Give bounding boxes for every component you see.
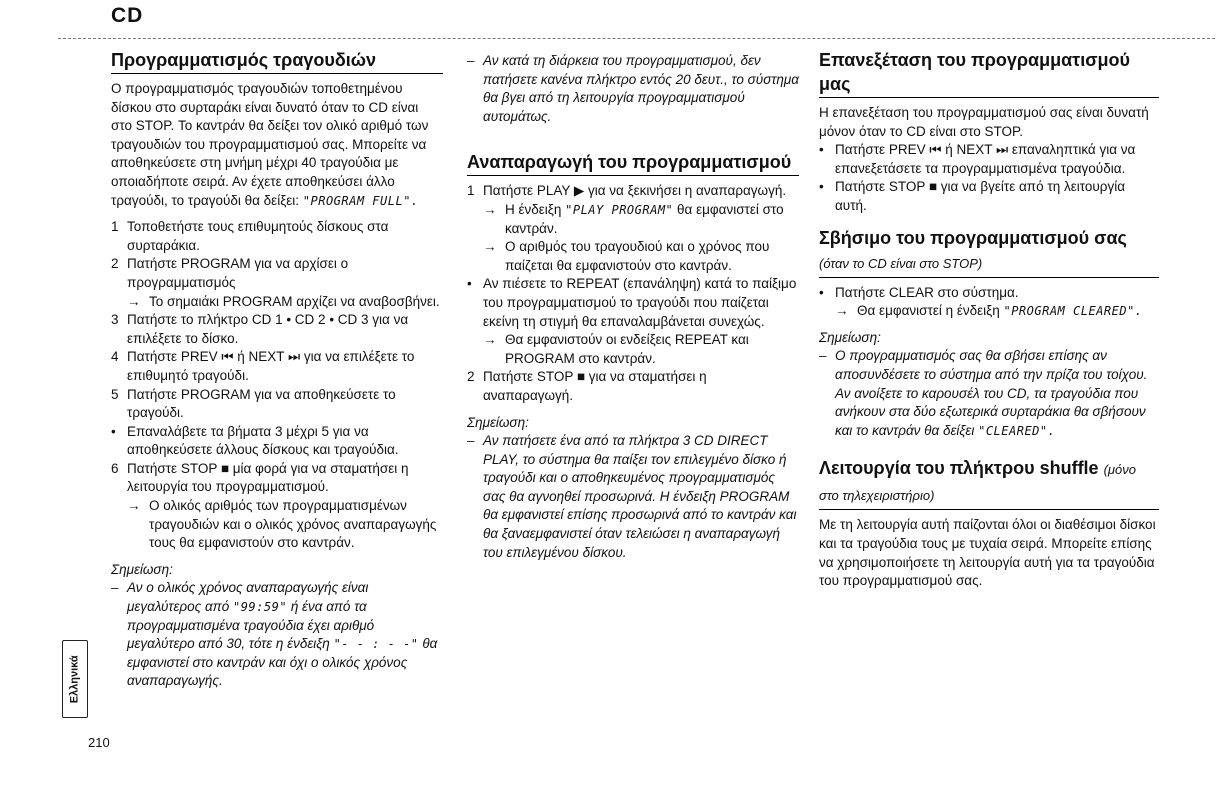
bullet-item: • Πατήστε PREV ⏮ ή NEXT ⏭ επαναληπτικά για να επανεξετάσετε τα προγραμματισμένα τραγούδια.	[819, 142, 1136, 176]
step-item: 3 Πατήστε το πλήκτρο CD 1 • CD 2 • CD 3 για να επιλέξετε το δίσκο.	[111, 312, 409, 346]
note-heading: Σημείωση:	[111, 561, 173, 577]
bullet-item: • Αν πιέσετε το REPEAT (επανάληψη) κατά το παίξιμο του προγραμματισμού το τραγούδι που παίζεται εκείνη τη στιγμή θα επαναλαμβάνεται συνεχώς.	[467, 276, 797, 329]
step-item: 5 Πατήστε PROGRAM για να αποθηκεύσετε το τραγούδι.	[111, 386, 396, 421]
lcd-program-cleared: "PROGRAM CLEARED".	[1003, 304, 1143, 319]
step-item: 6 Πατήστε STOP ■ μία φορά για να σταματήσει η λειτουργία του προγραμματισμού.	[111, 460, 409, 495]
step-item: 4 Πατήστε PREV ⏮ ή NEXT ⏭ για να επιλέξετε το επιθυμητό τραγούδι.	[111, 349, 415, 383]
page-number: 210	[88, 735, 110, 750]
review-heading: Επανεξέταση του προγραμματισμού μας	[819, 48, 1159, 98]
step-item: 1 Τοποθετήστε τους επιθυμητούς δίσκους στα συρταράκια.	[111, 219, 389, 253]
lcd-cleared: "CLEARED".	[978, 423, 1056, 438]
note-heading: Σημείωση:	[467, 414, 529, 430]
lcd-dashes: "- - : - -"	[333, 637, 419, 652]
step-item: 2 Πατήστε PROGRAM για να αρχίσει ο προγραμματισμός	[111, 256, 349, 290]
result-item: → Θα εμφανιστεί η ένδειξη "PROGRAM CLEARED".	[835, 303, 1143, 319]
header-rule	[58, 38, 1215, 39]
bullet-item: • Πατήστε STOP ■ για να βγείτε από τη λειτουργία αυτή.	[819, 179, 1125, 213]
result-item: → Η ένδειξη "PLAY PROGRAM" θα εμφανιστεί στο καντράν.	[483, 201, 784, 236]
result-item: → Το σημαιάκι PROGRAM αρχίζει να αναβοσβήνει.	[127, 293, 440, 309]
note-item: – Ο προγραμματισμός σας θα σβήσει επίσης αν αποσυνδέσετε το σύστημα από την πρίζα του τοίχου. Αν ανοίξετε το καρουσέλ του CD, τα τραγούδια που ανήκουν στα δύο εξωτερικά συρταράκια θα σβήσουν και το καντράν θα δείξει "CLEARED".	[819, 348, 1148, 438]
playback-heading: Αναπαραγωγή του προγραμματισμού	[467, 150, 799, 176]
column-2	[467, 48, 799, 562]
shuffle-text: Με τη λειτουργία αυτή παίζονται όλοι οι διαθέσιμοι δίσκοι και τα τραγούδια τους με τυχαία σειρά. Μπορείτε επίσης να χρησιμοποιήσετε τη λειτουργία αυτή για τα τραγούδια του προγραμματισμού σας.	[819, 517, 1156, 589]
result-item: → Θα εμφανιστούν οι ενδείξεις REPEAT και PROGRAM στο καντράν.	[483, 332, 749, 366]
step-item: • Επαναλάβετε τα βήματα 3 μέχρι 5 για να αποθηκεύσετε άλλους δίσκους και τραγούδια.	[111, 423, 399, 458]
note-item: – Αν ο ολικός χρόνος αναπαραγωγής είναι μεγαλύτερος από "99:59" ή ένα από τα προγραμματισμένα τραγούδια έχει αριθμό μεγαλύτερο από 30, τότε η ένδειξη "- - : - -" θα εμφανιστεί στο καντράν και όχι ο ολικός χρόνος αναπαραγωγής.	[111, 580, 438, 689]
step-item: 2 Πατήστε STOP ■ για να σταματήσει η αναπαραγωγή.	[467, 369, 707, 403]
shuffle-heading: Λειτουργία του πλήκτρου shuffle (μόνο στο τηλεχειριστήριο)	[819, 456, 1159, 510]
language-tab: Ελληνικά	[62, 640, 88, 718]
note-item: – Αν πατήσετε ένα από τα πλήκτρα 3 CD DIRECT PLAY, το σύστημα θα παίξει τον επιλεγμένο δίσκο ή τραγούδι και ο αποθηκευμένος προγραμματισμός σας θα αγνοηθεί προσωρινά. Η ένδειξη PROGRAM θα εμφανιστεί επίσης προσωρινά από το καντράν και θα ξαναεμφανιστεί όταν τελειώσει η αναπαραγωγή του επιλεγμένου δίσκου.	[467, 433, 797, 560]
note-heading: Σημείωση:	[819, 329, 881, 345]
step-item: 1 Πατήστε PLAY ▶ για να ξεκινήσει η αναπαραγωγή.	[467, 183, 787, 199]
result-item: → Ο ολικός αριθμός των προγραμματισμένων τραγουδιών και ο ολικός χρόνος αναπαραγωγής τους θα εμφανιστούν στο καντράν.	[127, 498, 437, 551]
result-item: → Ο αριθμός του τραγουδιού και ο χρόνος που παίζεται θα εμφανιστούν στο καντράν.	[483, 239, 770, 273]
clear-heading: Σβήσιμο του προγραμματισμού σας (όταν το CD είναι στο STOP)	[819, 226, 1159, 278]
programming-heading: Προγραμματισμός τραγουδιών	[111, 48, 443, 74]
lcd-program-full: "PROGRAM FULL".	[302, 193, 419, 208]
column-3	[819, 48, 1159, 591]
programming-intro: Ο προγραμματισμός τραγουδιών τοποθετημένου δίσκου στο συρταράκι είναι δυνατό όταν το CD είναι στο STOP. Το καντράν θα δείξει τον ολικό αριθμό των τραγουδιών του προγραμματισμού σας. Μπορείτε να αποθηκεύσετε στη μνήμη μέχρι 40 τραγούδια με οποιαδήποτε σειρά. Αν έχετε αποθηκεύσει άλλο τραγούδι, το τραγούδι θα δείξει: "PROGRAM FULL".	[111, 81, 429, 208]
bullet-item: • Πατήστε CLEAR στο σύστημα.	[819, 284, 1019, 300]
column-1	[111, 48, 443, 691]
section-label: CD	[111, 4, 144, 27]
note-item: – Αν κατά τη διάρκεια του προγραμματισμού, δεν πατήσετε κανένα πλήκτρο εντός 20 δευτ., το σύστημα θα βγει από τη λειτουργία προγραμματισμού αυτομάτως.	[467, 53, 799, 124]
programming-steps	[111, 218, 443, 553]
review-intro: Η επανεξέταση του προγραμματισμού σας είναι δυνατή μόνον όταν το CD είναι στο STOP.	[819, 105, 1149, 139]
lcd-play-program: "PLAY PROGRAM"	[565, 202, 674, 217]
lcd-time: "99:59"	[232, 600, 288, 615]
